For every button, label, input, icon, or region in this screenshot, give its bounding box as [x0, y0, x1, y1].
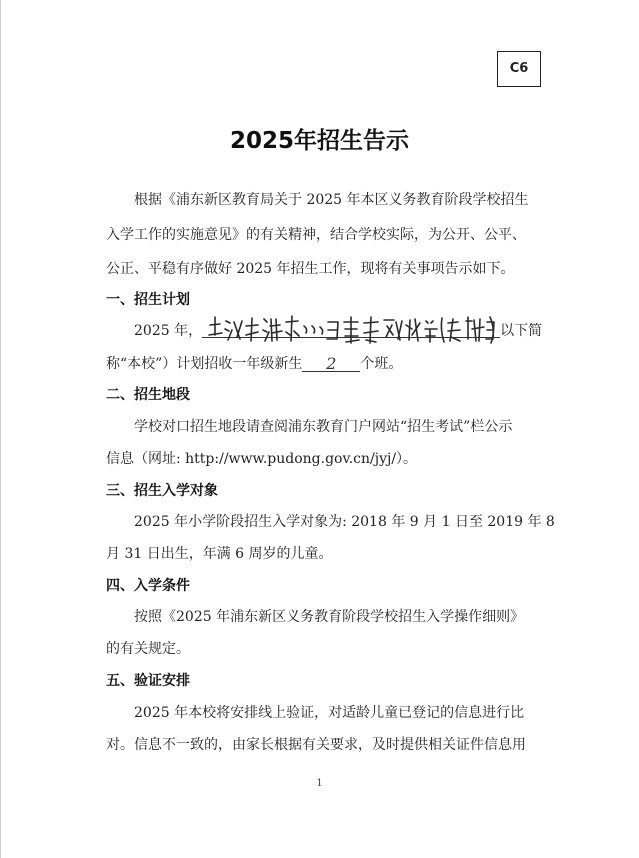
plan-line-2 — [106, 354, 536, 375]
plan-line-2-prefix: 称“本校”）计划招收一年级新生 — [106, 356, 303, 372]
verify-line-1: 2025 年本校将安排线上验证，对适龄儿童已登记的信息进行比 — [134, 705, 525, 721]
section-heading-plan: 一、招生计划 — [106, 292, 190, 308]
document-code-box: C6 — [497, 51, 541, 87]
plan-line-1-suffix: 以下简 — [500, 323, 543, 339]
conditions-line-2: 的有关规定。 — [106, 641, 190, 657]
intro-line-2: 入学工作的实施意见》的有关精神，结合学校实际，为公开、公平、 — [106, 227, 526, 243]
section-heading-area: 二、招生地段 — [106, 387, 190, 403]
intro-line-1: 根据《浦东新区教育局关于 2025 年本区义务教育阶段学校招生 — [134, 192, 529, 208]
intro-line-3: 公正、平稳有序做好 2025 年招生工作，现将有关事项告示如下。 — [106, 261, 515, 277]
plan-line-2-suffix: 个班。 — [360, 356, 403, 372]
target-line-1: 2025 年小学阶段招生入学对象为: 2018 年 9 月 1 日至 2019 年 8 — [134, 514, 555, 530]
handwritten-school-name — [202, 321, 500, 341]
section-heading-target: 三、招生入学对象 — [106, 483, 218, 499]
plan-line-1 — [134, 321, 543, 341]
section-heading-conditions: 四、入学条件 — [106, 578, 190, 594]
handwritten-school-name-signature — [206, 313, 498, 345]
plan-line-1-prefix: 2025 年， — [134, 323, 203, 339]
section-heading-verify: 五、验证安排 — [106, 673, 190, 689]
conditions-line-1: 按照《2025 年浦东新区义务教育阶段学校招生入学操作细则》 — [134, 609, 525, 625]
area-line-2: 信息（网址: http://www.pudong.gov.cn/jyj/）。 — [106, 451, 418, 467]
verify-line-2: 对。信息不一致的，由家长根据有关要求，及时提供相关证件信息用 — [106, 737, 526, 753]
page-number: 1 — [316, 778, 323, 789]
target-line-2: 月 31 日出生，年满 6 周岁的儿童。 — [106, 546, 333, 562]
area-line-1: 学校对口招生地段请查阅浦东教育门户网站“招生考试”栏公示 — [134, 419, 513, 435]
class-count-value: 2 — [326, 354, 337, 373]
class-count-field — [302, 354, 360, 375]
page-title: 2025年招生告示 — [229, 128, 409, 154]
